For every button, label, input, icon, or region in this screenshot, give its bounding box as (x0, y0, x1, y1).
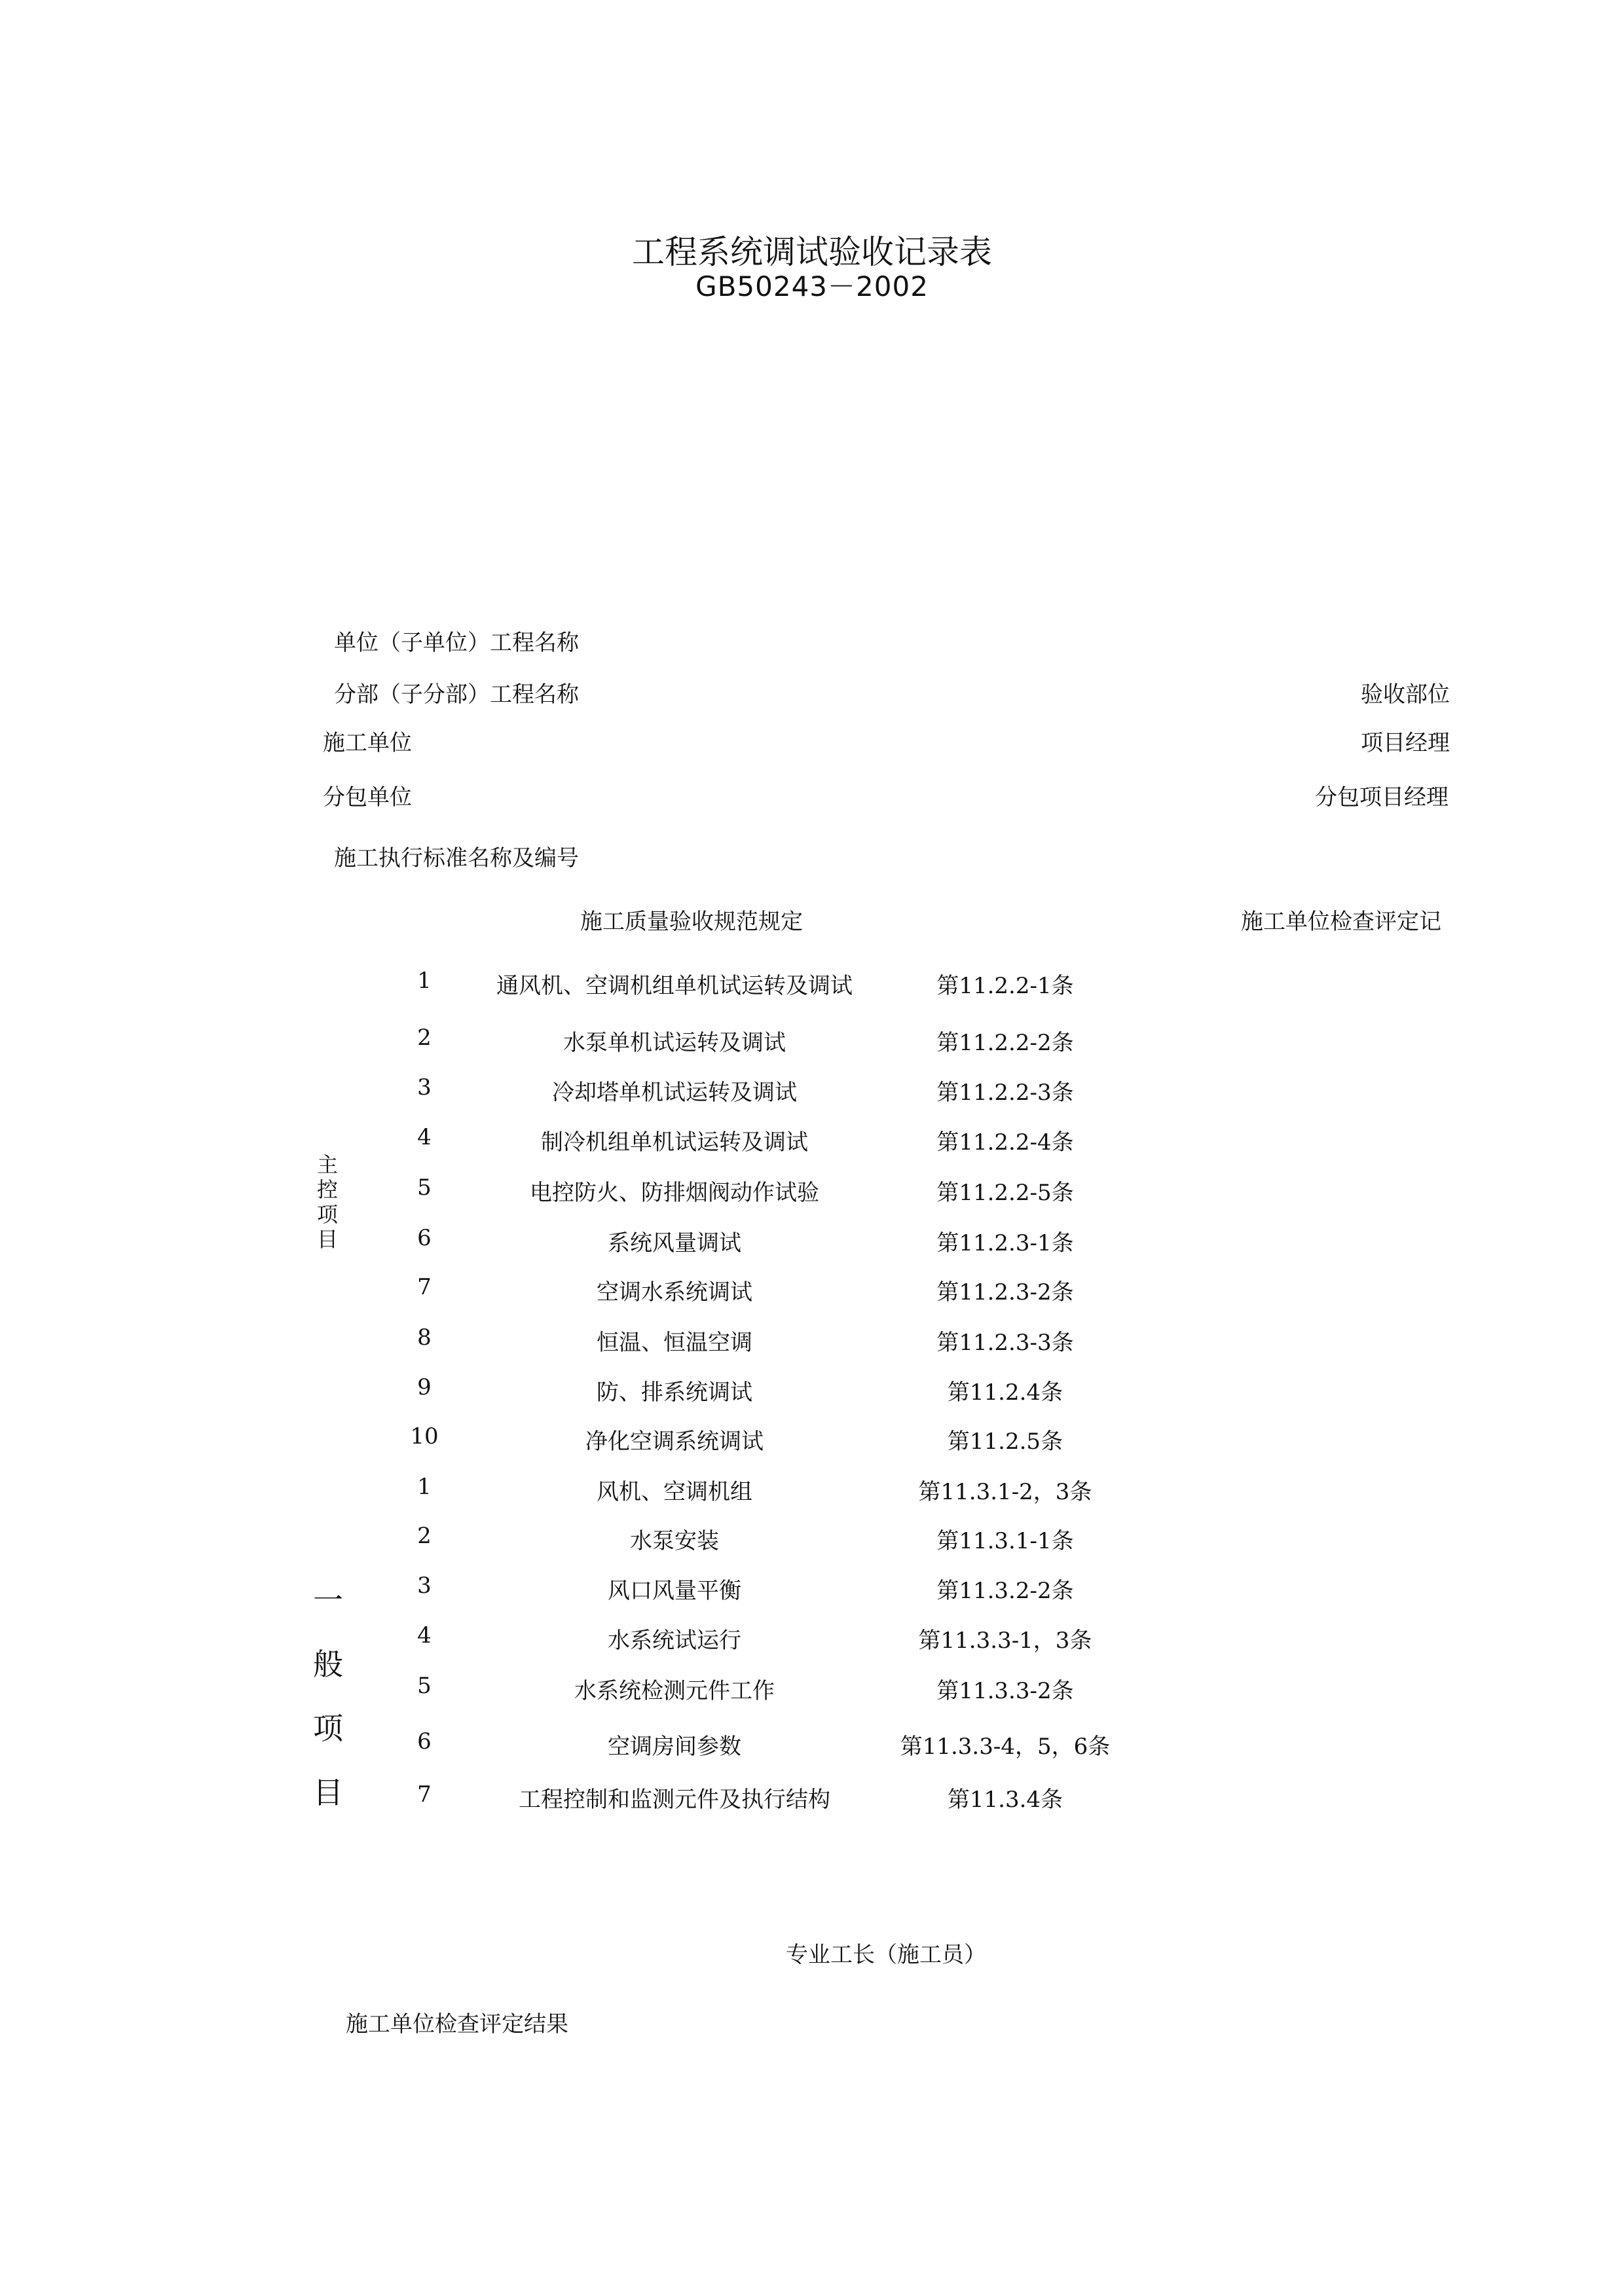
general-row-number: 1 (417, 1474, 432, 1500)
general-row-clause: 第11.3.1-2，3条 (918, 1479, 1092, 1505)
standard-label: 施工执行标准名称及编号 (334, 845, 579, 871)
main-row-clause: 第11.2.2-1条 (936, 973, 1074, 999)
main-row-item: 空调水系统调试 (597, 1279, 752, 1305)
main-row-clause: 第11.2.3-1条 (936, 1230, 1074, 1256)
main-row-clause: 第11.2.2-3条 (936, 1080, 1074, 1106)
main-row-number: 6 (417, 1225, 432, 1251)
general-row-clause: 第11.3.2-2条 (936, 1578, 1074, 1604)
general-row-clause: 第11.3.3-2条 (936, 1678, 1074, 1704)
general-row-item: 水系统试运行 (608, 1628, 741, 1654)
general-row-item: 风口风量平衡 (608, 1578, 741, 1604)
main-row-item: 系统风量调试 (608, 1230, 741, 1256)
general-row-clause: 第11.3.3-1，3条 (918, 1628, 1092, 1654)
main-row-clause: 第11.2.3-3条 (936, 1330, 1074, 1356)
main-row-item: 冷却塔单机试运转及调试 (552, 1080, 797, 1106)
general-row-number: 4 (417, 1622, 432, 1649)
general-row-number: 6 (417, 1728, 432, 1755)
main-row-number: 9 (417, 1374, 432, 1400)
result-label: 施工单位检查评定结果 (346, 2011, 568, 2037)
general-row-item: 风机、空调机组 (597, 1479, 752, 1505)
general-row-clause: 第11.3.4条 (947, 1787, 1063, 1813)
general-row-item: 工程控制和监测元件及执行结构 (519, 1787, 830, 1813)
unit-project-label: 单位（子单位）工程名称 (334, 630, 579, 656)
general-row-number: 7 (417, 1781, 432, 1808)
main-row-number: 7 (417, 1274, 432, 1300)
foreman-label: 专业工长（施工员） (786, 1942, 986, 1968)
main-row-clause: 第11.2.2-2条 (936, 1030, 1074, 1056)
general-row-clause: 第11.3.3-4，5，6条 (900, 1734, 1111, 1760)
project-manager-label: 项目经理 (1361, 730, 1450, 756)
main-row-clause: 第11.2.2-5条 (936, 1180, 1074, 1206)
subcontract-manager-label: 分包项目经理 (1315, 784, 1449, 811)
general-row-item: 空调房间参数 (608, 1734, 741, 1760)
main-row-number: 4 (417, 1124, 432, 1150)
main-row-clause: 第11.2.4条 (947, 1379, 1063, 1406)
main-row-item: 净化空调系统调试 (585, 1429, 764, 1455)
construction-unit-label: 施工单位 (323, 730, 412, 756)
standard-code: GB50243－2002 (695, 270, 929, 302)
main-row-clause: 第11.2.5条 (947, 1429, 1063, 1455)
main-row-item: 电控防火、防排烟阀动作试验 (530, 1180, 819, 1206)
main-control-label: 主 控 项 目 (316, 1152, 338, 1252)
general-row-number: 5 (417, 1673, 432, 1699)
main-row-item: 制冷机组单机试运转及调试 (541, 1129, 808, 1156)
main-row-clause: 第11.2.3-2条 (936, 1279, 1074, 1305)
subcontract-unit-label: 分包单位 (323, 784, 412, 811)
main-row-item: 通风机、空调机组单机试运转及调试 (496, 973, 853, 999)
main-row-number: 1 (417, 968, 432, 994)
general-row-item: 水系统检测元件工作 (574, 1678, 775, 1704)
acceptance-part-label: 验收部位 (1361, 682, 1450, 708)
general-row-clause: 第11.3.1-1条 (936, 1528, 1074, 1554)
general-row-item: 水泵安装 (630, 1528, 719, 1554)
main-row-number: 5 (417, 1175, 432, 1201)
sub-project-label: 分部（子分部）工程名称 (334, 682, 579, 708)
spec-header: 施工质量验收规范规定 (580, 909, 803, 935)
general-row-number: 3 (417, 1573, 432, 1599)
main-row-clause: 第11.2.2-4条 (936, 1129, 1074, 1156)
check-record-header: 施工单位检查评定记 (1241, 909, 1441, 935)
main-row-item: 水泵单机试运转及调试 (563, 1030, 786, 1056)
main-row-number: 8 (417, 1324, 432, 1351)
general-row-number: 2 (417, 1523, 432, 1549)
main-row-item: 防、排系统调试 (597, 1379, 752, 1406)
general-items-label: 一 般 项 目 (313, 1582, 343, 1810)
main-row-number: 2 (417, 1025, 432, 1051)
main-row-item: 恒温、恒温空调 (597, 1330, 752, 1356)
main-row-number: 10 (410, 1423, 439, 1449)
page-title: 工程系统调试验收记录表 (632, 233, 992, 271)
main-row-number: 3 (417, 1074, 432, 1101)
